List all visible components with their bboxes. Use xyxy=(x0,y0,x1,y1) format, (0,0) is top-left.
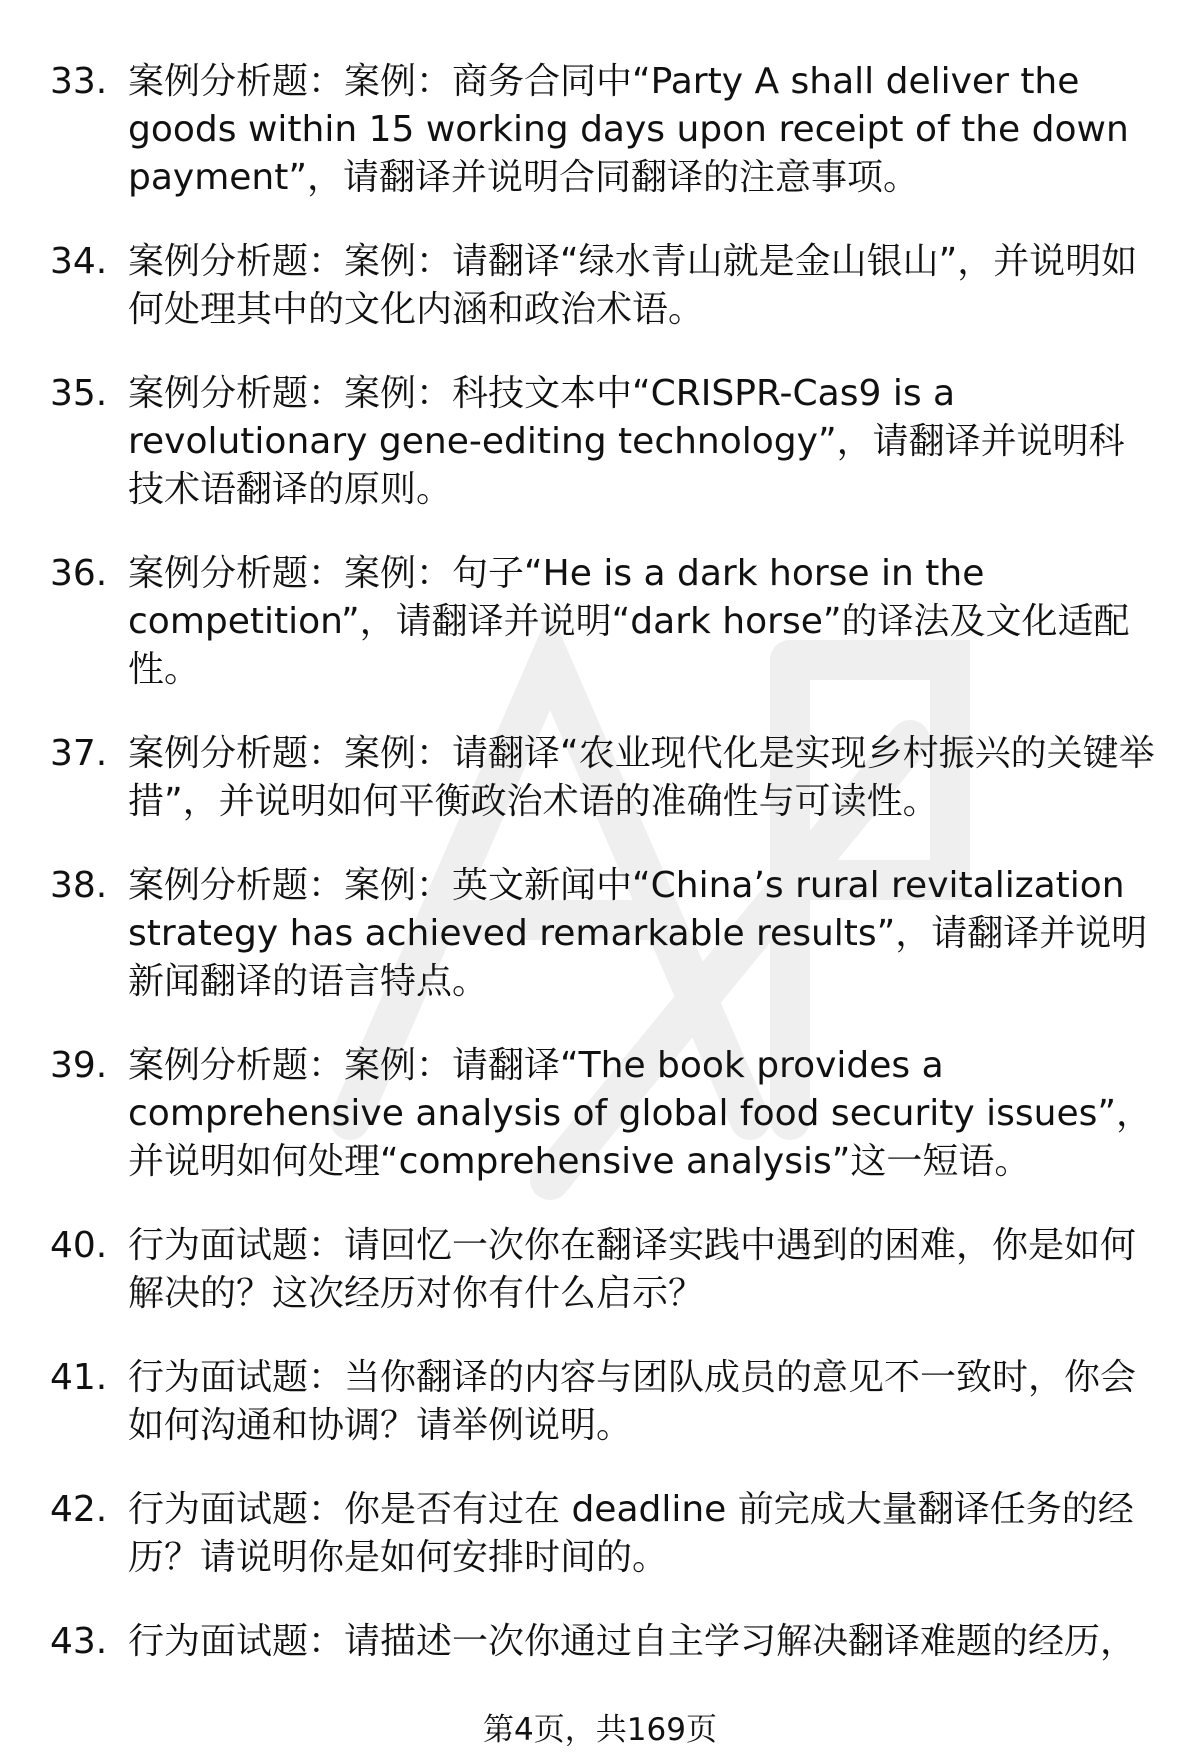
question-text: 案例分析题：案例：请翻译“The book provides a comprehensive analysis of global food security issues”，并说明如何处理“comprehensive analysis”这一短语。 xyxy=(128,1045,1152,1182)
question-number: 38. xyxy=(50,865,108,906)
question-item xyxy=(50,1222,1160,1318)
question-number: 36. xyxy=(50,553,108,594)
page-footer xyxy=(0,1712,1200,1748)
question-number: 41. xyxy=(50,1357,108,1398)
question-item xyxy=(50,370,1160,514)
question-text: 案例分析题：案例：请翻译“农业现代化是实现乡村振兴的关键举措”，并说明如何平衡政治术语的准确性与可读性。 xyxy=(128,733,1155,822)
question-text: 行为面试题：你是否有过在 deadline 前完成大量翻译任务的经历？请说明你是如何安排时间的。 xyxy=(128,1489,1134,1578)
question-item xyxy=(50,730,1160,826)
question-item xyxy=(50,862,1160,1006)
question-text: 案例分析题：案例：句子“He is a dark horse in the competition”，请翻译并说明“dark horse”的译法及文化适配性。 xyxy=(128,553,1130,690)
question-text: 案例分析题：案例：商务合同中“Party A shall deliver the goods within 15 working days upon receipt of the down payment”，请翻译并说明合同翻译的注意事项。 xyxy=(128,61,1129,198)
question-number: 35. xyxy=(50,373,108,414)
question-item xyxy=(50,58,1160,202)
question-number: 43. xyxy=(50,1621,108,1662)
question-number: 42. xyxy=(50,1489,108,1530)
question-item xyxy=(50,1354,1160,1450)
question-list xyxy=(50,58,1160,1702)
question-number: 37. xyxy=(50,733,108,774)
question-text: 案例分析题：案例：科技文本中“CRISPR-Cas9 is a revolutionary gene-editing technology”，请翻译并说明科技术语翻译的原则。 xyxy=(128,373,1125,510)
question-text: 案例分析题：案例：英文新闻中“China’s rural revitalization strategy has achieved remarkable results”，请翻译并说明新闻翻译的语言特点。 xyxy=(128,865,1148,1002)
question-number: 39. xyxy=(50,1045,108,1086)
question-number: 33. xyxy=(50,61,108,102)
question-number: 40. xyxy=(50,1225,108,1266)
question-item xyxy=(50,550,1160,694)
question-item xyxy=(50,1042,1160,1186)
question-item xyxy=(50,238,1160,334)
question-text: 行为面试题：当你翻译的内容与团队成员的意见不一致时，你会如何沟通和协调？请举例说明。 xyxy=(128,1357,1137,1446)
question-text: 行为面试题：请回忆一次你在翻译实践中遇到的困难，你是如何解决的？这次经历对你有什么启示？ xyxy=(128,1225,1137,1314)
question-item xyxy=(50,1486,1160,1582)
question-text: 案例分析题：案例：请翻译“绿水青山就是金山银山”，并说明如何处理其中的文化内涵和政治术语。 xyxy=(128,241,1138,330)
question-item xyxy=(50,1618,1160,1666)
question-number: 34. xyxy=(50,241,108,282)
question-text: 行为面试题：请描述一次你通过自主学习解决翻译难题的经历， xyxy=(128,1621,1137,1662)
page-number-label: 第4页，共169页 xyxy=(483,1712,717,1748)
